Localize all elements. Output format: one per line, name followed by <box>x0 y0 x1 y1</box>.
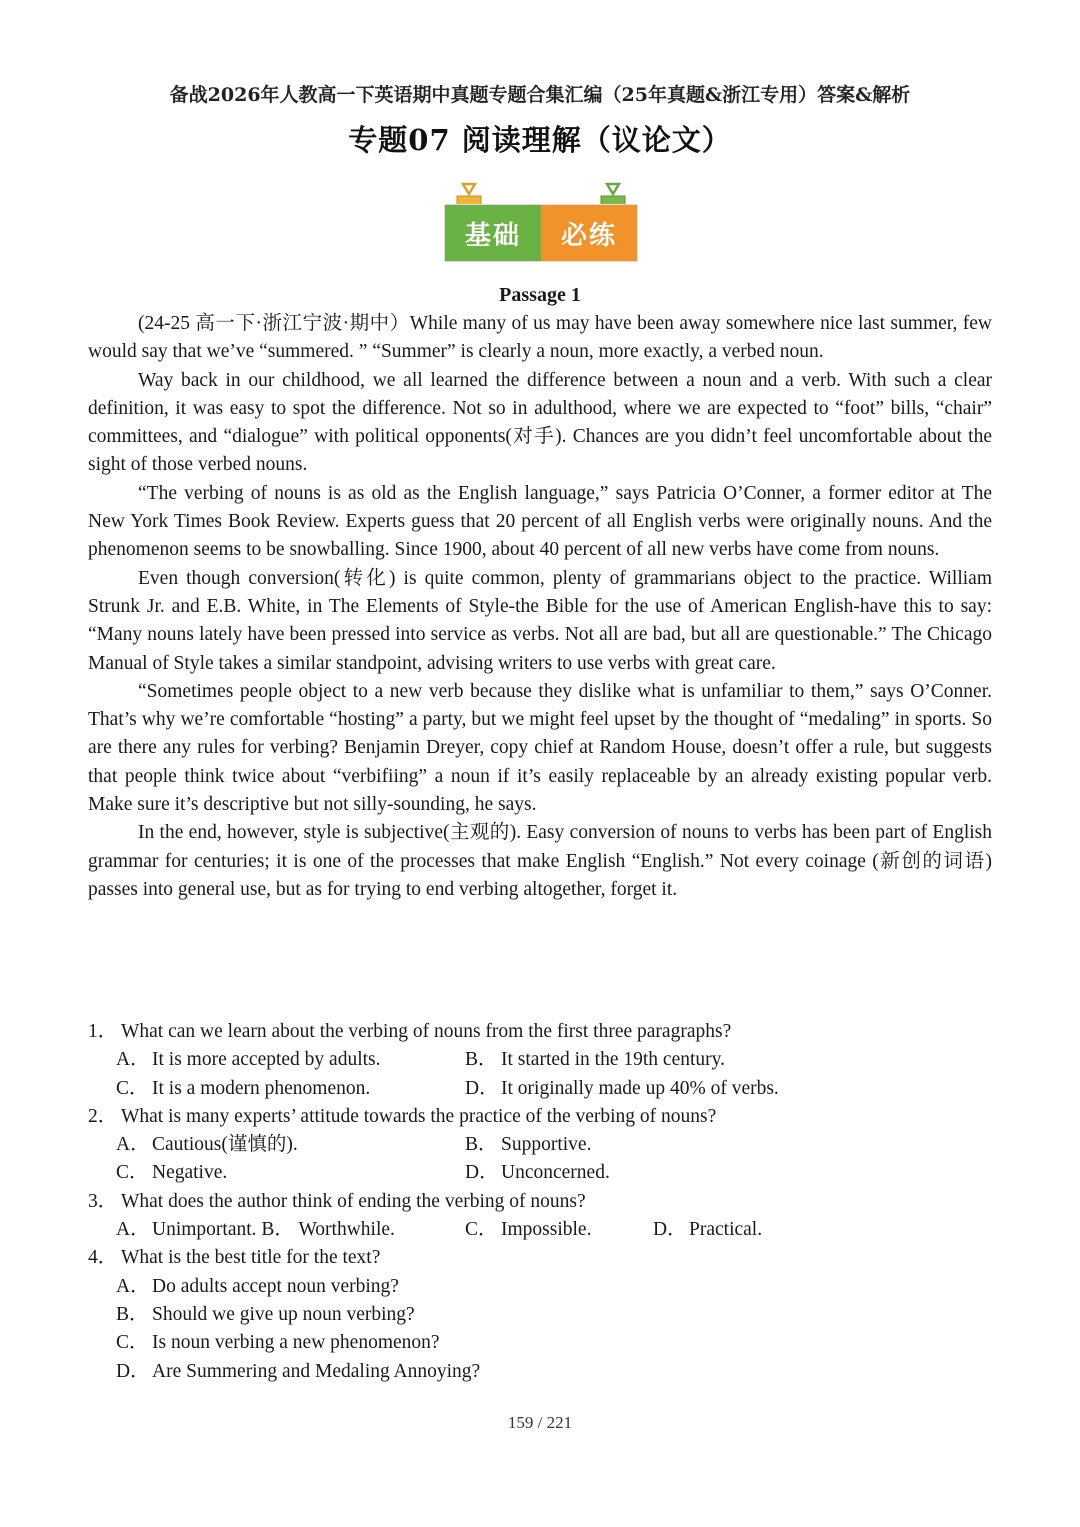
option-c <box>116 1075 370 1103</box>
option-text: Supportive. <box>501 1134 592 1156</box>
section-badge <box>444 182 638 264</box>
option-text: It originally made up 40% of verbs. <box>501 1077 779 1099</box>
passage-title: Passage 1 <box>499 284 581 306</box>
option-text: Cautious(谨慎的). <box>152 1134 298 1156</box>
option-letter: A． <box>116 1275 150 1297</box>
option-text: It is more accepted by adults. <box>152 1049 381 1071</box>
option-a <box>116 1273 399 1301</box>
option-b <box>465 1046 725 1074</box>
option-d <box>465 1159 610 1187</box>
option-row <box>88 1131 992 1159</box>
option-row <box>88 1301 992 1329</box>
badge-label-box <box>444 204 638 262</box>
option-text: Unimportant. <box>152 1219 257 1241</box>
option-a <box>116 1046 381 1074</box>
question-stem <box>88 1244 992 1272</box>
option-letter: B． <box>261 1219 294 1241</box>
question-list <box>88 1018 992 1386</box>
option-c <box>116 1159 227 1187</box>
question-stem <box>88 1018 992 1046</box>
option-text: It is a modern phenomenon. <box>152 1077 371 1099</box>
paragraph: “The verbing of nouns is as old as the English language,” says Patricia O’Conner, a former editor at The New York Times Book Review. Experts guess that 20 percent of all English verbs were originally nouns. And the phenomenon seems to be snowballing. Since 1900, about 40 percent of all new verbs have come from nouns. <box>88 482 992 561</box>
option-row <box>88 1358 992 1386</box>
question-text: What does the author think of ending the verbing of nouns? <box>121 1190 586 1212</box>
question-number: 2． <box>88 1105 118 1127</box>
paragraph: (24-25 高一下·浙江宁波·期中）While many of us may have been away somewhere nice last summer, few would say that we’ve “summered. ” “Summer” is clearly a noun, more exactly, a verbed noun. <box>88 313 992 363</box>
page-number: 159 / 221 <box>507 1413 573 1432</box>
option-d <box>653 1216 762 1244</box>
paragraph: In the end, however, style is subjective(主观的). Easy conversion of nouns to verbs has been part of English grammar for centuries; it is one of the processes that make English “English.” Not every coinage (新创的词语) passes into general use, but as for trying to end verbing altogether, forget it. <box>88 822 992 900</box>
option-text: Are Summering and Medaling Annoying? <box>152 1360 481 1382</box>
passage-body <box>88 310 992 904</box>
option-letter: D． <box>465 1077 499 1099</box>
document-header: 备战2026年人教高一下英语期中真题专题合集汇编（25年真题&浙江专用）答案&解析 <box>169 84 911 106</box>
option-text: Is noun verbing a new phenomenon? <box>152 1332 440 1354</box>
option-a-b <box>116 1216 395 1244</box>
option-text: Do adults accept noun verbing? <box>152 1275 399 1297</box>
option-row <box>88 1273 992 1301</box>
option-c <box>116 1329 440 1357</box>
option-text: It started in the 19th century. <box>501 1049 726 1071</box>
option-text: Negative. <box>152 1162 228 1184</box>
option-letter: C． <box>116 1162 149 1184</box>
option-c <box>465 1216 591 1244</box>
option-letter: D． <box>465 1162 499 1184</box>
question-text: What can we learn about the verbing of nouns from the first three paragraphs? <box>121 1021 732 1042</box>
paragraph: Way back in our childhood, we all learned the difference between a noun and a verb. With such a clear definition, it was easy to spot the difference. Not so in adulthood, where we are expected to “foot” bills, “chair” committees, and “dialogue” with political opponents(对手). Chances are you didn’t feel uncomfortable about the sight of those verbed nouns. <box>88 369 992 476</box>
option-letter: B． <box>465 1134 498 1156</box>
option-text: Practical. <box>689 1219 763 1241</box>
option-row <box>88 1329 992 1357</box>
question-number: 1． <box>88 1021 118 1042</box>
option-letter: C． <box>465 1219 498 1241</box>
option-d <box>116 1358 480 1386</box>
question-number: 4． <box>88 1247 118 1269</box>
option-text: Impossible. <box>501 1219 592 1241</box>
option-letter: C． <box>116 1332 149 1354</box>
option-letter: A． <box>116 1134 150 1156</box>
option-letter: D． <box>653 1219 687 1241</box>
option-d <box>465 1075 779 1103</box>
paragraph: Even though conversion(转化) is quite common, plenty of grammarians object to the practice. William Strunk Jr. and E.B. White, in The Elements of Style-the Bible for the use of American English-have this to say: “Many nouns lately have been pressed into service as verbs. Not all are bad, but all are questionable.” The Chicago Manual of Style takes a similar standpoint, advising writers to use verbs with great care. <box>88 567 992 674</box>
option-b <box>465 1131 591 1159</box>
option-row <box>88 1216 992 1244</box>
question-stem <box>88 1103 992 1131</box>
option-letter: D． <box>116 1360 150 1382</box>
option-a <box>116 1131 298 1159</box>
question-text: What is the best title for the text? <box>121 1247 381 1269</box>
paragraph: “Sometimes people object to a new verb because they dislike what is unfamiliar to them,” says O’Conner. That’s why we’re comfortable “hosting” a party, but we might feel upset by the thought of “medaling” in sports. So are there any rules for verbing? Benjamin Dreyer, copy chief at Random House, doesn’t offer a rule, but suggests that people think twice about “verbifiing” a noun if it’s easily replaceable by an already existing popular verb. Make sure it’s descriptive but not silly-sounding, he says. <box>88 680 992 816</box>
question-text: What is many experts’ attitude towards the practice of the verbing of nouns? <box>121 1105 717 1127</box>
option-letter: A． <box>116 1219 150 1241</box>
option-text: Unconcerned. <box>501 1162 610 1184</box>
option-row <box>88 1046 992 1074</box>
option-b <box>116 1301 415 1329</box>
badge-label-basic: 基础 <box>445 205 541 261</box>
option-text: Worthwhile. <box>298 1219 395 1241</box>
option-row <box>88 1075 992 1103</box>
option-row <box>88 1159 992 1187</box>
option-letter: B． <box>465 1049 498 1071</box>
option-letter: A． <box>116 1049 150 1071</box>
option-letter: B． <box>116 1303 149 1325</box>
question-stem <box>88 1188 992 1216</box>
question-number: 3． <box>88 1190 118 1212</box>
option-letter: C． <box>116 1077 149 1099</box>
option-text: Should we give up noun verbing? <box>152 1303 415 1325</box>
topic-title: 专题07 阅读理解（议论文） <box>348 123 732 157</box>
badge-label-practice: 必练 <box>541 205 637 261</box>
